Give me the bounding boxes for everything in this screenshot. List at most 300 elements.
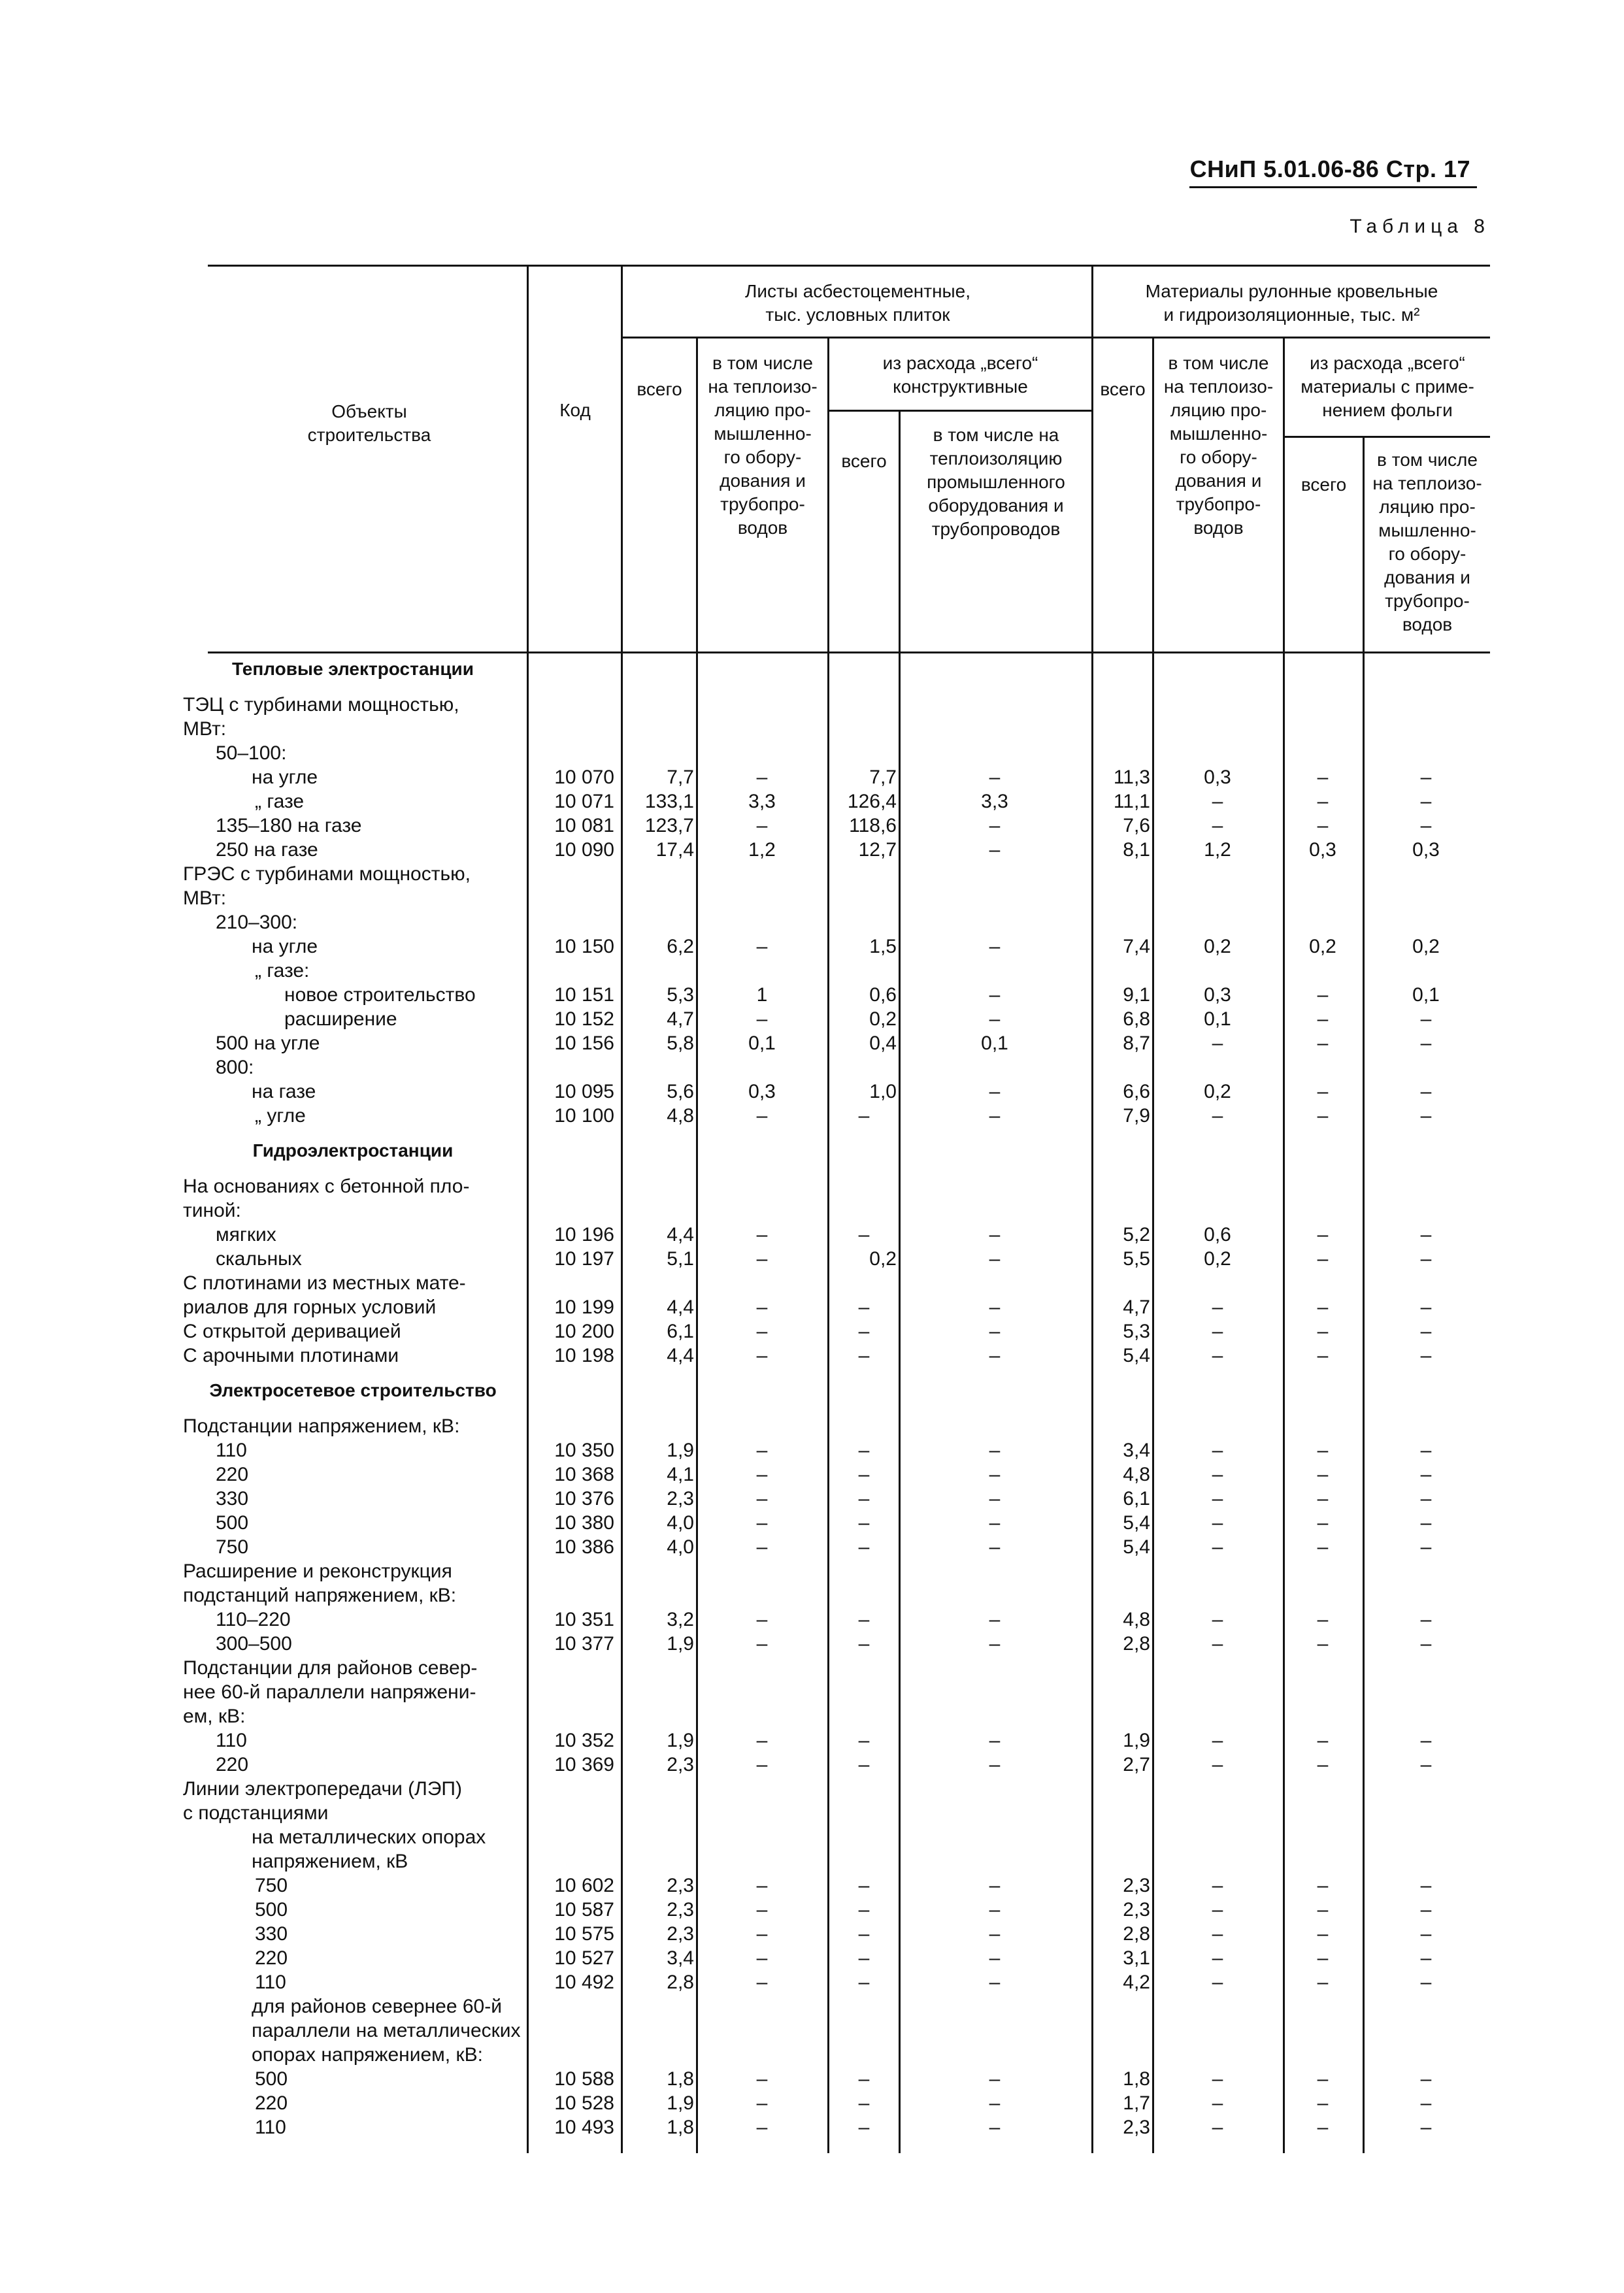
row-value: 6,1 xyxy=(667,1321,694,1342)
row-value: 4,2 xyxy=(1123,1971,1150,1993)
row-object-name: для районов севернее 60-й параллели на металлических опорах напряжением, кВ: xyxy=(252,1996,521,2066)
row-value: 0,3 xyxy=(748,1081,776,1102)
row-value: – xyxy=(858,1633,870,1655)
row-code: 10 380 xyxy=(554,1512,614,1534)
row-object-name: 220 xyxy=(255,1947,288,1969)
row-object-name: 110–220 xyxy=(216,1609,291,1630)
row-value: – xyxy=(1212,1730,1223,1751)
row-value: 5,5 xyxy=(1123,1248,1150,1270)
row-code: 10 081 xyxy=(554,815,614,836)
row-value: – xyxy=(1212,1971,1223,1993)
row-value: 5,8 xyxy=(667,1032,694,1054)
row-value: 0,2 xyxy=(1412,936,1440,957)
table-label: Таблица 8 xyxy=(1350,216,1490,237)
row-value: – xyxy=(1420,1875,1432,1896)
row-code: 10 151 xyxy=(554,984,614,1006)
row-value: – xyxy=(858,1345,870,1366)
row-value: 2,3 xyxy=(667,1923,694,1945)
row-object-name: Линии электропередачи (ЛЭП) с подстанциями xyxy=(183,1778,462,1824)
row-value: – xyxy=(1317,1008,1329,1030)
row-value: – xyxy=(858,1105,870,1127)
row-value: – xyxy=(1420,791,1432,812)
row-value: – xyxy=(989,2068,1001,2090)
row-value: – xyxy=(756,1296,768,1318)
row-value: – xyxy=(989,1609,1001,1630)
row-value: 3,2 xyxy=(667,1609,694,1630)
row-value: 4,8 xyxy=(667,1105,694,1127)
row-object-name: 330 xyxy=(255,1923,288,1945)
row-value: – xyxy=(989,2092,1001,2114)
row-value: – xyxy=(1317,1464,1329,1485)
row-object-name: 50–100: xyxy=(216,742,287,764)
row-value: – xyxy=(1212,2092,1223,2114)
row-object-name: С плотинами из местных мате- риалов для горных условий xyxy=(183,1272,466,1318)
row-value: – xyxy=(858,1512,870,1534)
header-g1-constr-incl: в том числе на теплоизоляцию промышленного оборудования и трубопроводов xyxy=(927,425,1065,539)
header-g2-foil: из расхода „всего“ материалы с приме- нением фольги xyxy=(1301,353,1474,420)
row-value: 1,9 xyxy=(1123,1730,1150,1751)
row-value: 11,1 xyxy=(1113,791,1150,812)
row-value: – xyxy=(1317,1923,1329,1945)
row-value: – xyxy=(989,1345,1001,1366)
row-value: – xyxy=(858,2068,870,2090)
row-value: – xyxy=(1317,1488,1329,1509)
row-value: 0,1 xyxy=(748,1032,776,1054)
row-object-name: С арочными плотинами xyxy=(183,1345,399,1366)
row-value: – xyxy=(1212,1464,1223,1485)
row-value: – xyxy=(858,1536,870,1558)
row-value: – xyxy=(989,1947,1001,1969)
row-object-name: 500 xyxy=(255,2068,288,2090)
row-value: – xyxy=(756,1730,768,1751)
row-value: 1,8 xyxy=(1123,2068,1150,2090)
row-value: – xyxy=(989,1899,1001,1921)
row-value: – xyxy=(1420,1224,1432,1245)
row-value: 2,3 xyxy=(1123,1875,1150,1896)
row-value: 0,2 xyxy=(1204,1248,1231,1270)
row-value: – xyxy=(989,1512,1001,1534)
row-value: – xyxy=(1212,1032,1223,1054)
row-value: – xyxy=(1212,1609,1223,1630)
row-code: 10 070 xyxy=(554,767,614,788)
row-object-name: „ газе: xyxy=(255,960,310,982)
header-group1: Листы асбестоцементные, тыс. условных плиток xyxy=(744,281,971,325)
row-value: – xyxy=(1317,1296,1329,1318)
row-object-name: 220 xyxy=(216,1464,249,1485)
row-code: 10 197 xyxy=(554,1248,614,1270)
row-value: – xyxy=(756,1633,768,1655)
row-value: – xyxy=(1317,1345,1329,1366)
row-value: 0,1 xyxy=(981,1032,1008,1054)
row-object-name: 250 на газе xyxy=(216,839,318,861)
header-g1-total: всего xyxy=(637,379,682,399)
row-value: 5,4 xyxy=(1123,1512,1150,1534)
col-divider-g1-total xyxy=(696,337,698,2153)
row-value: – xyxy=(1317,1875,1329,1896)
row-value: 4,0 xyxy=(667,1536,694,1558)
row-object-name: ТЭЦ с турбинами мощностью, МВт: xyxy=(183,694,459,740)
row-object-name: 220 xyxy=(216,1754,249,1775)
header-g2-foil-incl: в том числе на теплоизо- ляцию про- мышленно- го обору- дования и трубопро- водов xyxy=(1372,450,1482,635)
row-value: – xyxy=(1420,1730,1432,1751)
header-g2-total: всего xyxy=(1100,379,1146,399)
row-value: 3,3 xyxy=(748,791,776,812)
row-value: 7,9 xyxy=(1123,1105,1150,1127)
header-g2-incl: в том числе на теплоизо- ляцию про- мышленно- го обору- дования и трубопро- водов xyxy=(1163,353,1274,538)
row-value: – xyxy=(989,839,1001,861)
header-code: Код xyxy=(559,400,591,420)
row-value: – xyxy=(858,1464,870,1485)
row-value: 2,8 xyxy=(1123,1923,1150,1945)
row-object-name: 110 xyxy=(255,2117,286,2138)
row-value: – xyxy=(1317,2117,1329,2138)
row-object-name: 110 xyxy=(216,1730,247,1751)
row-value: – xyxy=(858,1947,870,1969)
row-value: 8,1 xyxy=(1123,839,1150,861)
header-g1-constr-total: всего xyxy=(841,451,887,471)
row-code: 10 196 xyxy=(554,1224,614,1245)
row-code: 10 386 xyxy=(554,1536,614,1558)
row-value: – xyxy=(756,1248,768,1270)
row-value: – xyxy=(1317,1081,1329,1102)
row-value: – xyxy=(989,1224,1001,1245)
section-title: Тепловые электростанции xyxy=(232,659,474,679)
row-value: 1,0 xyxy=(869,1081,897,1102)
row-value: – xyxy=(1420,1754,1432,1775)
row-value: – xyxy=(1420,1464,1432,1485)
row-value: – xyxy=(1420,1105,1432,1127)
row-object-name: С открытой деривацией xyxy=(183,1321,401,1342)
subgroup-line-2 xyxy=(1283,436,1490,438)
row-value: – xyxy=(858,1296,870,1318)
row-value: – xyxy=(989,1296,1001,1318)
row-code: 10 575 xyxy=(554,1923,614,1945)
row-value: – xyxy=(1212,815,1223,836)
row-value: 2,3 xyxy=(1123,2117,1150,2138)
row-value: 5,6 xyxy=(667,1081,694,1102)
row-value: 1,9 xyxy=(667,1440,694,1461)
row-code: 10 368 xyxy=(554,1464,614,1485)
row-object-name: 750 xyxy=(216,1536,249,1558)
row-value: – xyxy=(1212,1345,1223,1366)
row-value: – xyxy=(1420,767,1432,788)
row-value: – xyxy=(1317,1633,1329,1655)
row-value: 2,3 xyxy=(667,1488,694,1509)
row-value: 5,2 xyxy=(1123,1224,1150,1245)
row-code: 10 152 xyxy=(554,1008,614,1030)
row-object-name: новое строительство xyxy=(284,984,476,1006)
row-value: – xyxy=(989,2117,1001,2138)
row-value: – xyxy=(756,1464,768,1485)
row-value: – xyxy=(989,1081,1001,1102)
row-value: – xyxy=(858,1321,870,1342)
row-value: 0,6 xyxy=(1204,1224,1231,1245)
row-value: 4,8 xyxy=(1123,1609,1150,1630)
row-value: – xyxy=(1420,1947,1432,1969)
row-code: 10 602 xyxy=(554,1875,614,1896)
col-divider-g2-foil xyxy=(1363,436,1365,2153)
header-objects: Объекты строительства xyxy=(307,401,431,445)
row-object-name: 750 xyxy=(255,1875,288,1896)
row-value: 4,4 xyxy=(667,1224,694,1245)
row-object-name: Подстанции для районов север- нее 60-й параллели напряжени- ем, кВ: xyxy=(183,1657,478,1727)
row-value: 123,7 xyxy=(644,815,694,836)
row-object-name: 110 xyxy=(216,1440,247,1461)
row-code: 10 200 xyxy=(554,1321,614,1342)
row-value: 0,3 xyxy=(1412,839,1440,861)
col-divider-code-right xyxy=(621,265,623,2153)
row-value: – xyxy=(1317,1971,1329,1993)
row-value: – xyxy=(989,1923,1001,1945)
row-value: 17,4 xyxy=(655,839,694,861)
row-object-name: Расширение и реконструкция подстанций напряжением, кВ: xyxy=(183,1560,457,1606)
row-value: 7,4 xyxy=(1123,936,1150,957)
row-value: – xyxy=(756,1321,768,1342)
row-value: – xyxy=(858,1488,870,1509)
row-value: 4,4 xyxy=(667,1296,694,1318)
row-value: – xyxy=(858,1730,870,1751)
row-code: 10 527 xyxy=(554,1947,614,1969)
group-header-line xyxy=(623,337,1490,338)
row-value: – xyxy=(1212,1754,1223,1775)
row-object-name: расширение xyxy=(284,1008,397,1030)
header-bottom-line xyxy=(208,652,1490,653)
row-value: 0,6 xyxy=(869,984,897,1006)
row-code: 10 369 xyxy=(554,1754,614,1775)
row-value: – xyxy=(1212,1536,1223,1558)
row-value: 2,8 xyxy=(1123,1633,1150,1655)
row-value: – xyxy=(1420,1923,1432,1945)
row-value: 1,2 xyxy=(748,839,776,861)
row-value: – xyxy=(1420,1440,1432,1461)
row-value: 9,1 xyxy=(1123,984,1150,1006)
row-code: 10 150 xyxy=(554,936,614,957)
row-value: 4,1 xyxy=(667,1464,694,1485)
row-code: 10 588 xyxy=(554,2068,614,2090)
row-value: 12,7 xyxy=(858,839,897,861)
row-value: – xyxy=(1420,1899,1432,1921)
subgroup-line-1 xyxy=(827,410,1091,412)
row-object-name: 220 xyxy=(255,2092,288,2114)
row-value: 6,6 xyxy=(1123,1081,1150,1102)
row-value: – xyxy=(1212,791,1223,812)
row-value: – xyxy=(1212,1875,1223,1896)
row-value: – xyxy=(858,1971,870,1993)
row-value: 1,9 xyxy=(667,1633,694,1655)
row-value: – xyxy=(1420,1488,1432,1509)
row-code: 10 071 xyxy=(554,791,614,812)
row-value: – xyxy=(756,2068,768,2090)
row-value: – xyxy=(1420,1008,1432,1030)
page-header-title: СНиП 5.01.06-86 Стр. 17 xyxy=(1189,156,1470,182)
row-object-name: 300–500 xyxy=(216,1633,292,1655)
row-value: – xyxy=(1420,1248,1432,1270)
row-value: – xyxy=(989,1488,1001,1509)
row-value: – xyxy=(756,767,768,788)
row-value: 118,6 xyxy=(849,815,897,836)
row-object-name: 800: xyxy=(216,1057,254,1078)
row-value: 0,3 xyxy=(1204,984,1231,1006)
row-object-name: на металлических опорах напряжением, кВ xyxy=(252,1826,486,1872)
row-value: 11,3 xyxy=(1113,767,1150,788)
row-value: – xyxy=(756,1008,768,1030)
row-value: 3,4 xyxy=(1123,1440,1150,1461)
row-value: – xyxy=(858,1923,870,1945)
row-value: – xyxy=(756,1224,768,1245)
row-value: 1,5 xyxy=(869,936,897,957)
row-value: 1,8 xyxy=(667,2068,694,2090)
row-object-name: 500 xyxy=(255,1899,288,1921)
row-code: 10 198 xyxy=(554,1345,614,1366)
row-value: – xyxy=(1317,1512,1329,1534)
table-top-line xyxy=(208,265,1490,267)
row-value: 6,1 xyxy=(1123,1488,1150,1509)
row-value: 5,1 xyxy=(667,1248,694,1270)
row-value: – xyxy=(1317,2092,1329,2114)
row-value: 0,2 xyxy=(869,1248,897,1270)
row-value: – xyxy=(858,1609,870,1630)
row-value: 5,4 xyxy=(1123,1536,1150,1558)
row-value: 1,9 xyxy=(667,1730,694,1751)
section-title: Гидроэлектростанции xyxy=(252,1140,454,1161)
row-value: – xyxy=(756,1754,768,1775)
row-object-name: На основаниях с бетонной пло- тиной: xyxy=(183,1176,470,1221)
col-divider-g2-total xyxy=(1152,337,1154,2153)
row-object-name: на угле xyxy=(252,767,318,788)
row-value: – xyxy=(858,1875,870,1896)
row-value: – xyxy=(1420,1512,1432,1534)
row-value: – xyxy=(1212,1296,1223,1318)
row-value: 0,1 xyxy=(1204,1008,1231,1030)
row-value: – xyxy=(989,1248,1001,1270)
row-value: – xyxy=(1420,1536,1432,1558)
row-object-name: 135–180 на газе xyxy=(216,815,362,836)
row-value: – xyxy=(1420,1032,1432,1054)
row-value: – xyxy=(1212,1947,1223,1969)
row-value: – xyxy=(989,1754,1001,1775)
row-value: – xyxy=(1420,1296,1432,1318)
row-value: 0,2 xyxy=(1204,1081,1231,1102)
header-group2: Материалы рулонные кровельные и гидроизоляционные, тыс. м² xyxy=(1145,281,1438,325)
row-value: 8,7 xyxy=(1123,1032,1150,1054)
row-value: – xyxy=(756,815,768,836)
row-object-name: на газе xyxy=(252,1081,316,1102)
row-value: – xyxy=(989,1105,1001,1127)
row-value: – xyxy=(756,1488,768,1509)
row-value: 5,3 xyxy=(1123,1321,1150,1342)
row-value: 0,2 xyxy=(1204,936,1231,957)
row-value: 0,2 xyxy=(869,1008,897,1030)
row-code: 10 352 xyxy=(554,1730,614,1751)
row-value: 7,6 xyxy=(1123,815,1150,836)
col-divider-g1-constr xyxy=(899,410,901,2153)
row-value: – xyxy=(1212,1488,1223,1509)
row-object-name: на угле xyxy=(252,936,318,957)
row-value: – xyxy=(756,936,768,957)
row-value: – xyxy=(858,1754,870,1775)
row-code: 10 528 xyxy=(554,2092,614,2114)
row-value: – xyxy=(756,1440,768,1461)
header-g1-incl: в том числе на теплоизо- ляцию про- мышленно- го обору- дования и трубопро- водов xyxy=(708,353,818,538)
row-value: – xyxy=(989,936,1001,957)
row-value: – xyxy=(989,1633,1001,1655)
row-value: – xyxy=(756,2117,768,2138)
row-value: – xyxy=(756,1923,768,1945)
row-value: – xyxy=(756,1609,768,1630)
row-value: – xyxy=(1420,1971,1432,1993)
row-code: 10 090 xyxy=(554,839,614,861)
row-value: – xyxy=(989,1971,1001,1993)
row-value: – xyxy=(1317,1105,1329,1127)
row-value: 5,4 xyxy=(1123,1345,1150,1366)
row-code: 10 587 xyxy=(554,1899,614,1921)
col-divider-groups xyxy=(1091,265,1093,2153)
row-value: – xyxy=(1317,1440,1329,1461)
row-value: 0,4 xyxy=(869,1032,897,1054)
row-value: – xyxy=(1420,1633,1432,1655)
row-value: – xyxy=(756,1971,768,1993)
row-value: – xyxy=(1212,1899,1223,1921)
row-value: – xyxy=(1317,1947,1329,1969)
row-value: – xyxy=(1317,984,1329,1006)
row-value: – xyxy=(1212,1105,1223,1127)
row-value: 0,1 xyxy=(1412,984,1440,1006)
row-value: – xyxy=(1317,1224,1329,1245)
row-value: – xyxy=(1420,1321,1432,1342)
header-g1-constructive: из расхода „всего“ конструктивные xyxy=(882,353,1038,397)
row-value: – xyxy=(1317,1032,1329,1054)
row-value: 4,4 xyxy=(667,1345,694,1366)
row-value: – xyxy=(756,1345,768,1366)
row-value: – xyxy=(858,1899,870,1921)
row-value: – xyxy=(989,1321,1001,1342)
row-value: 2,8 xyxy=(667,1971,694,1993)
row-value: 2,7 xyxy=(1123,1754,1150,1775)
row-value: – xyxy=(1420,815,1432,836)
row-object-name: скальных xyxy=(216,1248,302,1270)
row-value: – xyxy=(756,1536,768,1558)
row-value: – xyxy=(1420,2068,1432,2090)
row-value: 2,3 xyxy=(667,1754,694,1775)
row-value: – xyxy=(1317,1899,1329,1921)
row-value: 0,2 xyxy=(1309,936,1336,957)
row-code: 10 199 xyxy=(554,1296,614,1318)
row-code: 10 492 xyxy=(554,1971,614,1993)
row-value: 133,1 xyxy=(644,791,694,812)
col-divider-code-left xyxy=(527,265,529,2153)
header-g2-foil-total: всего xyxy=(1301,474,1347,495)
row-value: 0,3 xyxy=(1204,767,1231,788)
row-object-name: ГРЭС с турбинами мощностью, МВт: xyxy=(183,863,471,909)
col-divider-g1-incl xyxy=(827,337,829,2153)
row-object-name: „ газе xyxy=(255,791,305,812)
row-code: 10 156 xyxy=(554,1032,614,1054)
row-value: 7,7 xyxy=(869,767,897,788)
row-value: – xyxy=(1420,1081,1432,1102)
row-value: – xyxy=(1317,2068,1329,2090)
row-value: – xyxy=(756,1947,768,1969)
row-object-name: „ угле xyxy=(255,1105,306,1127)
row-value: – xyxy=(1317,1248,1329,1270)
row-code: 10 100 xyxy=(554,1105,614,1127)
row-value: 6,2 xyxy=(667,936,694,957)
row-value: – xyxy=(756,2092,768,2114)
row-value: 0,3 xyxy=(1309,839,1336,861)
row-value: 6,8 xyxy=(1123,1008,1150,1030)
row-value: 1,8 xyxy=(667,2117,694,2138)
row-value: 3,4 xyxy=(667,1947,694,1969)
row-value: – xyxy=(1212,2117,1223,2138)
